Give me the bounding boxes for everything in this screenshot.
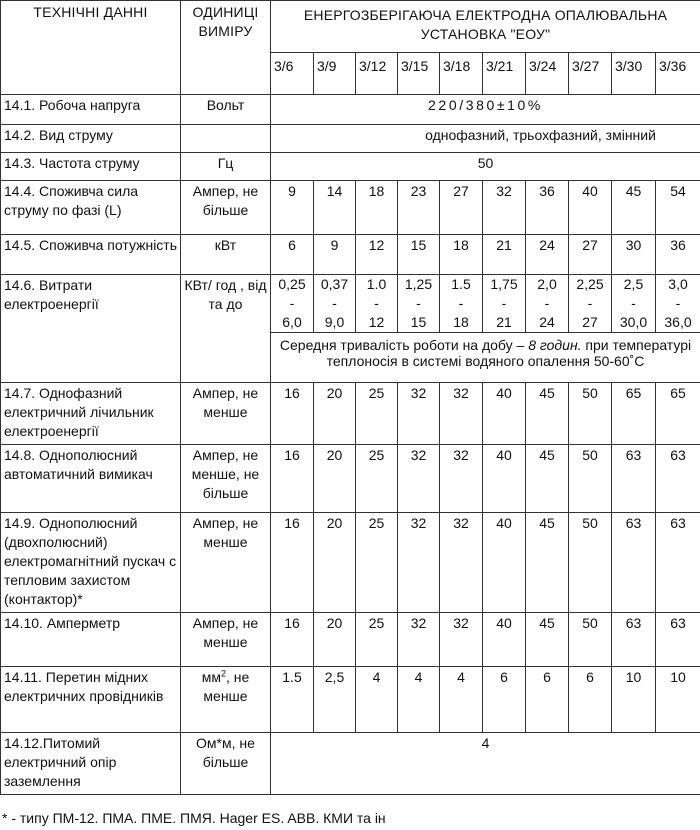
range-to: 30,0	[619, 314, 648, 330]
value-cell: 32	[398, 445, 440, 513]
model-label: 3/15	[398, 53, 440, 95]
range-dash: -	[332, 295, 337, 311]
table-row	[1, 235, 700, 275]
merged-value: 50	[271, 153, 700, 181]
value-cell: 24	[526, 235, 569, 275]
range-to: 9,0	[324, 314, 345, 330]
value-cell: 40	[483, 383, 526, 445]
range-from: 3,0	[668, 276, 688, 292]
param-name: 14.2. Вид струму	[1, 125, 181, 153]
value-cell: 6	[526, 667, 569, 733]
range-dash: -	[631, 295, 636, 311]
range-from: 2,0	[537, 276, 557, 292]
value-cell: 18	[440, 235, 483, 275]
range-to: 18	[453, 314, 469, 330]
value-cell: 63	[656, 513, 700, 613]
value-cell: 25	[356, 383, 398, 445]
header-unit: ОДИНИЦІ ВИМІРУ	[181, 1, 271, 95]
energy-range-cell	[271, 275, 314, 333]
range-from: 1.5	[451, 276, 471, 292]
value-cell: 20	[314, 445, 356, 513]
value-cell: 27	[569, 235, 612, 275]
range-dash: -	[458, 295, 464, 311]
value-cell: 40	[483, 513, 526, 613]
unit-cell: Гц	[181, 153, 271, 181]
range-from: 0,37	[320, 276, 349, 292]
operation-note	[271, 333, 700, 383]
range-to: 12	[368, 314, 385, 330]
value-cell: 15	[398, 235, 440, 275]
value-cell: 6	[271, 235, 314, 275]
value-cell: 45	[526, 613, 569, 667]
param-name: 14.10. Амперметр	[1, 613, 181, 667]
range-from: 2,5	[623, 276, 644, 292]
param-name: 14.11. Перетин мідних електричних провідників	[1, 667, 181, 733]
model-label: 3/12	[356, 53, 398, 95]
merged-value: 4	[271, 733, 700, 795]
unit-cell	[181, 125, 271, 153]
value-cell: 18	[356, 181, 398, 235]
value-cell: 63	[612, 513, 656, 613]
table-row	[1, 513, 700, 613]
value-cell: 63	[612, 613, 656, 667]
unit-rest: , не менше	[203, 669, 250, 704]
table-row	[1, 383, 700, 445]
merged-value: однофазний, трьохфазний, змінний	[271, 125, 700, 153]
value-cell: 10	[656, 667, 700, 733]
unit-cell: Ампер, не менше	[181, 383, 271, 445]
value-cell: 45	[526, 445, 569, 513]
range-dash: -	[544, 295, 550, 311]
param-name: 14.5. Споживча потужність	[1, 235, 181, 275]
value-cell: 16	[271, 383, 314, 445]
param-name: 14.6. Витрати електроенергії	[1, 275, 181, 383]
table-row	[1, 275, 700, 333]
value-cell: 36	[656, 235, 700, 275]
value-cell: 30	[612, 235, 656, 275]
value-cell: 50	[569, 613, 612, 667]
model-label: 3/24	[526, 53, 569, 95]
value-cell: 4	[356, 667, 398, 733]
value-cell: 20	[314, 383, 356, 445]
range-from: 1,25	[404, 276, 433, 292]
param-name: 14.7. Однофазний електричний лічильник електроенергії	[1, 383, 181, 445]
range-dash: -	[416, 295, 421, 311]
value-cell: 2,5	[314, 667, 356, 733]
unit-cell: Ампер, не більше	[181, 181, 271, 235]
range-from: 2,25	[576, 276, 604, 292]
energy-range-cell	[314, 275, 356, 333]
value-cell: 32	[398, 513, 440, 613]
range-dash: -	[675, 295, 681, 311]
value-cell: 40	[483, 613, 526, 667]
value-cell: 32	[398, 383, 440, 445]
header-title: ЕНЕРГОЗБЕРІГАЮЧА ЕЛЕКТРОДНА ОПАЛЮВАЛЬНА УСТАНОВКА "ЕОУ"	[271, 1, 700, 53]
table-row	[1, 667, 700, 733]
energy-range-cell	[356, 275, 398, 333]
energy-range-cell	[398, 275, 440, 333]
model-label: 3/21	[483, 53, 526, 95]
value-cell: 50	[569, 445, 612, 513]
range-from: 1,75	[490, 276, 518, 292]
value-cell: 63	[656, 613, 700, 667]
energy-range-cell	[526, 275, 569, 333]
value-cell: 50	[569, 513, 612, 613]
merged-value: 220/380±10%	[271, 95, 700, 125]
value-cell: 63	[656, 445, 700, 513]
value-cell: 50	[569, 383, 612, 445]
value-cell: 21	[483, 235, 526, 275]
value-cell: 20	[314, 513, 356, 613]
table-row	[1, 613, 700, 667]
value-cell: 16	[271, 613, 314, 667]
energy-range-cell	[569, 275, 612, 333]
range-dash: -	[289, 295, 295, 311]
value-cell: 9	[314, 235, 356, 275]
range-dash: -	[374, 295, 379, 311]
value-cell: 32	[440, 383, 483, 445]
param-name: 14.3. Частота струму	[1, 153, 181, 181]
energy-range-cell	[612, 275, 656, 333]
energy-range-cell	[483, 275, 526, 333]
value-cell: 40	[483, 445, 526, 513]
range-to: 24	[539, 314, 555, 330]
param-name: 14.12.Питомий електричний опір заземлення	[1, 733, 181, 795]
footnote: * - типу ПМ-12. ПМА. ПМЕ. ПМЯ. Hager ES. ABB. КМИ та ін	[2, 810, 386, 826]
unit-cell: Ампер, не менше, не більше	[181, 445, 271, 513]
value-cell: 32	[440, 613, 483, 667]
value-cell: 40	[569, 181, 612, 235]
range-dash: -	[587, 295, 593, 311]
range-dash: -	[501, 295, 507, 311]
range-from: 1.0	[366, 276, 387, 292]
value-cell: 32	[440, 445, 483, 513]
note-emphasis: 8 годин.	[528, 337, 582, 353]
unit-cell: Ампер, не менше	[181, 513, 271, 613]
value-cell: 9	[271, 181, 314, 235]
value-cell: 54	[656, 181, 700, 235]
note-suffix: при температурі теплоносія в системі водяного опалення 50-60˚С	[326, 337, 692, 369]
unit-base: мм	[201, 669, 221, 685]
value-cell: 45	[526, 513, 569, 613]
energy-range-cell	[440, 275, 483, 333]
model-label: 3/9	[314, 53, 356, 95]
value-cell: 16	[271, 445, 314, 513]
value-cell: 25	[356, 513, 398, 613]
value-cell: 32	[483, 181, 526, 235]
param-name: 14.8. Однополюсний автоматичний вимикач	[1, 445, 181, 513]
value-cell: 32	[398, 613, 440, 667]
unit-cell: кВт	[181, 235, 271, 275]
value-cell: 12	[356, 235, 398, 275]
value-cell: 25	[356, 445, 398, 513]
range-to: 27	[582, 314, 598, 330]
range-to: 36,0	[664, 314, 692, 330]
model-label: 3/6	[271, 53, 314, 95]
range-from: 0,25	[278, 276, 306, 292]
energy-range-cell	[656, 275, 700, 333]
value-cell: 4	[440, 667, 483, 733]
unit-cell: Ом*м, не більше	[181, 733, 271, 795]
param-name: 14.1. Робоча напруга	[1, 95, 181, 125]
table-row	[1, 125, 700, 153]
range-to: 15	[410, 314, 427, 330]
model-label: 3/27	[569, 53, 612, 95]
value-cell: 25	[356, 613, 398, 667]
header-row	[1, 1, 700, 53]
value-cell: 6	[569, 667, 612, 733]
unit-cell: Ампер, не менше	[181, 613, 271, 667]
unit-cell: КВт/ год , від та до	[181, 275, 271, 383]
note-prefix: Середня тривалість роботи на добу –	[279, 337, 529, 353]
model-label: 3/30	[612, 53, 656, 95]
range-to: 6,0	[282, 314, 302, 330]
table-row	[1, 733, 700, 795]
value-cell: 45	[526, 383, 569, 445]
table-row	[1, 445, 700, 513]
unit-cell	[181, 667, 271, 733]
value-cell: 36	[526, 181, 569, 235]
value-cell: 65	[656, 383, 700, 445]
value-cell: 14	[314, 181, 356, 235]
value-cell: 45	[612, 181, 656, 235]
value-cell: 20	[314, 613, 356, 667]
value-cell: 32	[440, 513, 483, 613]
model-label: 3/18	[440, 53, 483, 95]
value-cell: 4	[398, 667, 440, 733]
value-cell: 63	[612, 445, 656, 513]
model-label: 3/36	[656, 53, 700, 95]
table-row	[1, 153, 700, 181]
header-param: ТЕХНІЧНІ ДАННІ	[1, 1, 181, 95]
value-cell: 6	[483, 667, 526, 733]
value-cell: 27	[440, 181, 483, 235]
unit-superscript: 2	[220, 668, 226, 679]
range-to: 21	[496, 314, 512, 330]
param-name: 14.9. Однополюсний (двохполюсний) електромагнітний пускач с тепловим захистом (контактор)*	[1, 513, 181, 613]
value-cell: 23	[398, 181, 440, 235]
value-cell: 16	[271, 513, 314, 613]
param-name: 14.4. Споживча сила струму по фазі (L)	[1, 181, 181, 235]
value-cell: 10	[612, 667, 656, 733]
value-cell: 1.5	[271, 667, 314, 733]
table-row	[1, 95, 700, 125]
table-row	[1, 181, 700, 235]
unit-cell: Вольт	[181, 95, 271, 125]
value-cell: 65	[612, 383, 656, 445]
